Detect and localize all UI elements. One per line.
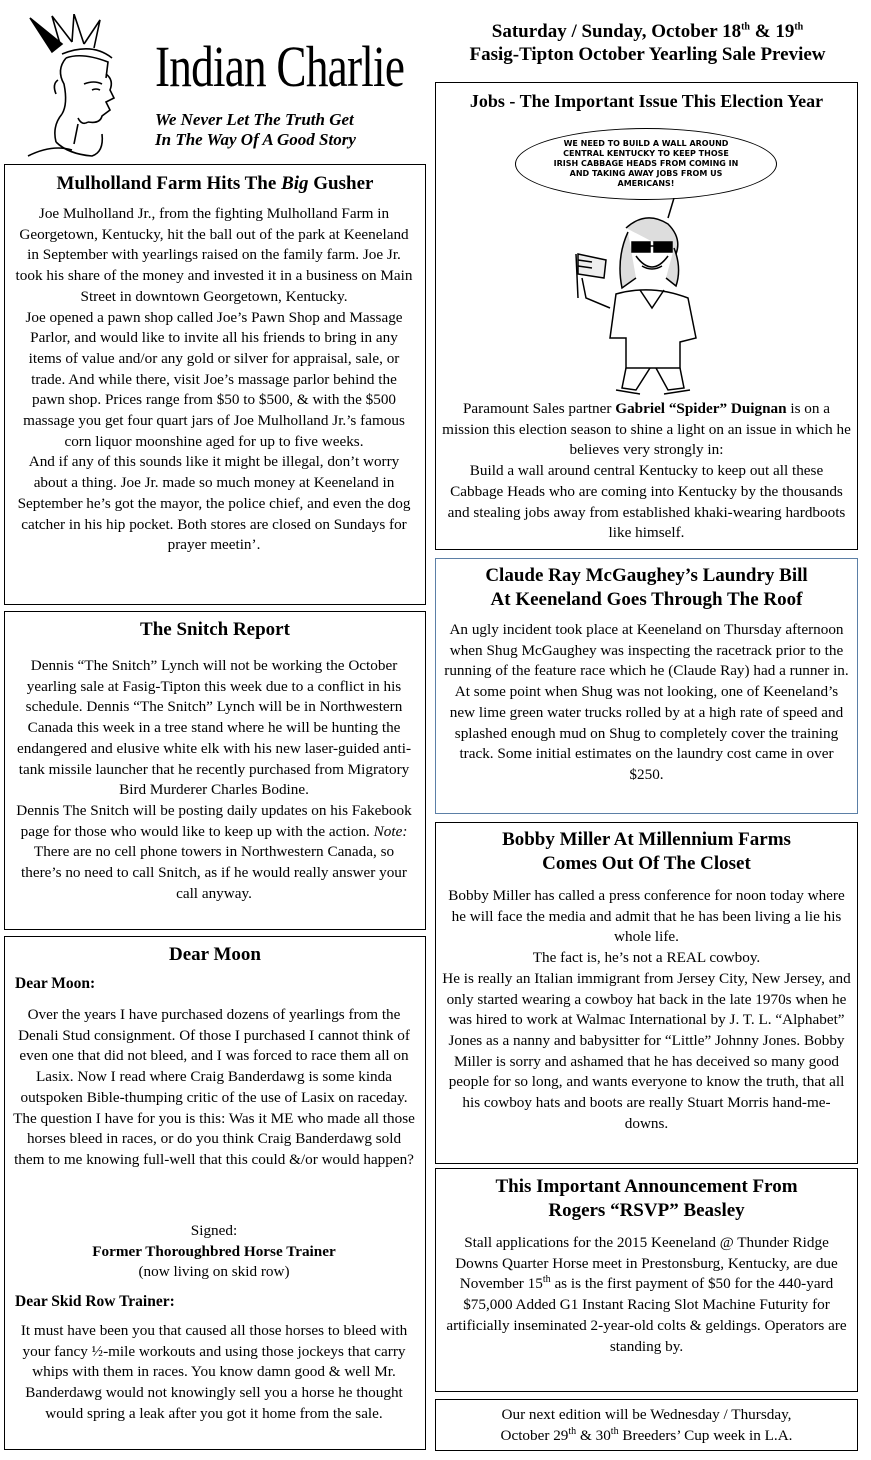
dear-moon-letter: Over the years I have purchased dozens of yearlings from the Denali Stud consignment. Of those I purchased I cannot think of even one that did not bleed, and I was forced to race them all on Lasix. Now I read where Craig Banderdawg is some kinda outspoken Bible-thumping critic of the use of Lasix on raceday. The question I have for you is this: Was it ME who made all those horses bleed in races, or do you think Craig Banderdawg sold them to me knowing full-well that this could &/or would happen?	[13, 1006, 415, 1168]
masthead-tagline	[155, 110, 415, 150]
next-edition-notice	[435, 1399, 858, 1451]
miller-body	[442, 886, 851, 1134]
reply-salutation: Dear Skid Row Trainer:	[15, 1293, 175, 1310]
dear-moon-title: Dear Moon	[169, 944, 261, 965]
dear-moon-article	[4, 936, 426, 1450]
edition-sale: Fasig-Tipton October Yearling Sale Preview	[469, 44, 826, 65]
tagline-line-2: In The Way Of A Good Story	[155, 130, 356, 149]
cartoon-figure	[556, 198, 746, 403]
beasley-article	[435, 1168, 858, 1392]
mulholland-body	[13, 204, 415, 556]
snitch-title: The Snitch Report	[140, 619, 290, 640]
laundry-title: Claude Ray McGaughey’s Laundry Bill At Keeneland Goes Through The Roof	[485, 565, 808, 610]
miller-paragraph: He is really an Italian immigrant from Jersey City, New Jersey, and only started wearing a cowboy hat back in the late 1970s when he was hired to work at Walmac International by J. T. L. “Alphabet” Jones as a nanny and babysitter for “Little” Johnny Jones. Bobby Miller is sorry and ashamed that he has deceived so many good people for so long, and wants everyone to know the truth, that all his cowboy hats and boots are really Stuart Morris hand-me-downs.	[442, 969, 851, 1132]
laundry-body: An ugly incident took place at Keeneland on Thursday afternoon when Shug McGaughey was inspecting the racetrack prior to the running of the feature race which he (Claude Ray) had a runner in. At some point when Shug was not looking, one of Keeneland’s new lime green water trucks rolled by at a high rate of speed and splashed enough mud on Shug to completely cover the training track. Some initial estimates on the laundry cost came in over $250.	[444, 621, 849, 783]
signer-name: Former Thoroughbred Horse Trainer	[92, 1242, 336, 1260]
mulholland-paragraph: Joe Mulholland Jr., from the fighting Mulholland Farm in Georgetown, Kentucky, hit the ball out of the park at Keeneland in September with yearlings raised on the family farm. Joe Jr. took his share of the money and invested it in a business on Main Street in downtown Georgetown, Kentucky.	[15, 205, 413, 305]
dear-moon-salutation: Dear Moon:	[15, 975, 96, 992]
tagline-line-1: We Never Let The Truth Get	[155, 110, 354, 129]
next-edition-text: Our next edition will be Wednesday / Thursday, October 29th & 30th Breeders’ Cup week in L.A.	[500, 1406, 793, 1444]
edition-header	[440, 20, 855, 66]
dear-moon-reply: It must have been you that caused all those horses to bleed with your fancy ½-mile workouts and using those jockeys that carry whips with them in races. You know damn good & well Mr. Banderdawg would not knowingly sell you a horse he thought would spring a leak after you got it home from the sale.	[20, 1322, 408, 1422]
mulholland-paragraph: And if any of this sounds like it might be illegal, don’t worry about a thing. Joe Jr. made so much money at Keeneland in September he’s got the mayor, the police chief, and even the dog catcher in his hip pocket. Both stores are closed on Sundays for prayer meetin’.	[17, 453, 411, 554]
speech-bubble-text: WE NEED TO BUILD A WALL AROUND CENTRAL KENTUCKY TO KEEP THOSE IRISH CABBAGE HEADS FROM COMING IN AND TAKING AWAY JOBS FROM US AMERICANS!	[553, 139, 739, 188]
signed-label: Signed:	[190, 1222, 238, 1239]
edition-date: Saturday / Sunday, October 18th & 19th	[491, 21, 804, 42]
jobs-body	[442, 399, 851, 544]
miller-article	[435, 822, 858, 1164]
masthead-title: Indian Charlie	[155, 34, 405, 99]
jobs-article	[435, 82, 858, 550]
signer-note: (now living on skid row)	[138, 1263, 290, 1281]
dear-moon-signature	[13, 1221, 415, 1283]
jobs-paragraph: Build a wall around central Kentucky to keep out all these Cabbage Heads who are coming into Kentucky by the thousands and stealing jobs away from established khaki-wearing hardboots like himself.	[447, 462, 846, 542]
mulholland-title: Mulholland Farm Hits The Big Gusher	[56, 173, 374, 194]
snitch-paragraph: Dennis The Snitch will be posting daily updates on his Fakebook page for those who would like to keep up with the action. Note: There are no cell phone towers in Northwestern Canada, so there’s no need to call Snitch, as if he would really answer your call anyway.	[16, 801, 412, 902]
jobs-title: Jobs - The Important Issue This Election Year	[469, 91, 824, 111]
miller-title: Bobby Miller At Millennium Farms Comes Out Of The Closet	[502, 829, 791, 874]
speech-bubble	[515, 128, 777, 200]
beasley-title: This Important Announcement From Rogers “RSVP” Beasley	[495, 1176, 798, 1221]
jobs-paragraph: Paramount Sales partner Gabriel “Spider” Duignan is on a mission this election season to shine a light on an issue in which he believes very strongly in:	[442, 400, 851, 459]
snitch-paragraph: Dennis “The Snitch” Lynch will not be working the October yearling sale at Fasig-Tipton this week due to a conflict in his schedule. Dennis “The Snitch” Lynch will be in Northwestern Canada this week in a tree stand where he will be hunting the endangered and elusive white elk with his new laser-guided anti-tank missile launcher that he recently purchased from Migratory Bird Murderer Charles Bodine.	[16, 657, 412, 799]
snitch-body	[13, 656, 415, 904]
beasley-body: Stall applications for the 2015 Keeneland @ Thunder Ridge Downs Quarter Horse meet in Prestonsburg, Kentucky, are due November 15th as is the first payment of $50 for the 440-yard $75,000 Added G1 Instant Racing Slot Machine Futurity for artificially inseminated 2-year-old colts & geldings. Operators are standing by.	[446, 1234, 847, 1355]
indian-head-logo	[22, 14, 152, 164]
miller-paragraph: The fact is, he’s not a REAL cowboy.	[532, 949, 761, 967]
mulholland-paragraph: Joe opened a pawn shop called Joe’s Pawn Shop and Massage Parlor, and would like to invite all his friends to bring in any items of value and/or any gold or silver for appraisal, sale, or trade. And while there, visit Joe’s massage parlor behind the pawn shop. Prices range from $50 to $500, & with the $500 massage you get four quart jars of Joe Mulholland Jr.’s famous corn liquor moonshine aged for up to five weeks.	[23, 308, 405, 450]
laundry-article	[435, 558, 858, 814]
miller-paragraph: Bobby Miller has called a press conference for noon today where he will face the media and admit that he has been living a lie his whole life.	[448, 887, 845, 946]
snitch-article	[4, 611, 426, 930]
mulholland-article	[4, 164, 426, 605]
